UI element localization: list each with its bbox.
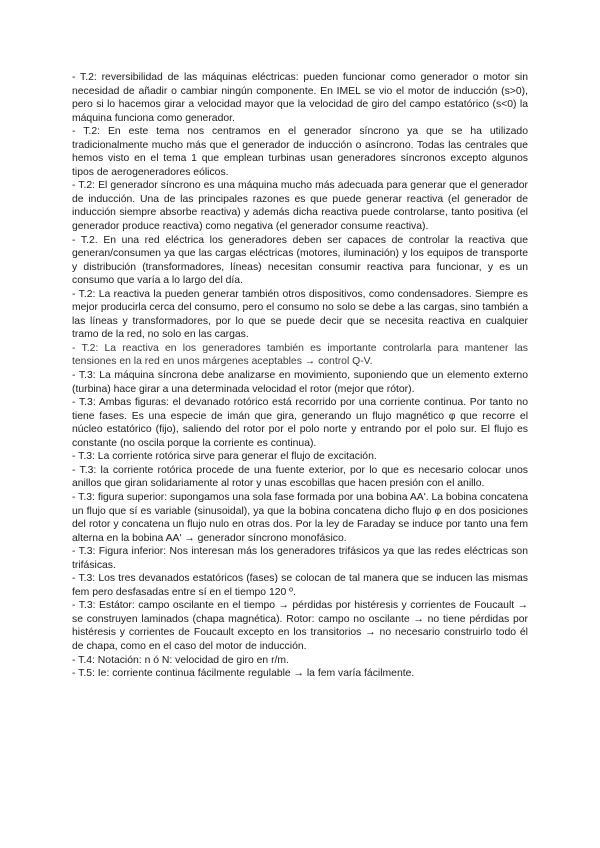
note-paragraph-t3-single-phase: - T.3: figura superior: supongamos una sola fase formada por una bobina AA'. La bobina concatena un flujo que sí es variable (sinusoidal), ya que la bobina concatena dicho flujo φ en dos posiciones del rotor y concatena un flujo nulo en otras dos. Por la ley de Faraday se induce por tanto una fem alterna en la bobina AA' → generador síncrono monofásico. [72,491,528,544]
note-paragraph-t2-other-devices: - T.2: La reactiva la pueden generar también otros dispositivos, como condensadores. Siempre es mejor producirla cerca del consumo, pero el consumo no solo se debe a las cargas, sino también a las líneas y transformadores, por lo que se puede decir que se necesita reactiva en cualquier tramo de la red, no solo en las cargas. [72,288,528,341]
note-paragraph-t3-excitation: - T.3: La corriente rotórica sirve para generar el flujo de excitación. [72,451,377,463]
note-paragraph-t3-lamination: - T.3: Estátor: campo oscilante en el tiempo → pérdidas por histéresis y corrientes de Foucault → se construyen laminados (chapa magnética). Rotor: campo no oscilante → no tiene pérdidas por histéresis y corrientes de Foucault excepto en los transitorios → no necesario construirlo todo él de chapa, como en el caso del motor de inducción. [72,600,528,652]
note-paragraph-t3-rotor-winding: - T.3: Ambas figuras: el devanado rotórico está recorrido por una corriente continua. Por tanto no tiene fases. Es una especie de imán que gira, generando un flujo magnético φ que recorre el núcleo estatórico (fijo), saliendo del rotor por el polo norte y entrando por el polo sur. El flujo es constante (no oscila porque la corriente es continua). [72,397,528,449]
note-paragraph-t3-motion: - T.3: La máquina síncrona debe analizarse en movimiento, suponiendo que un elemento externo (turbina) hace girar a una determinada velocidad el rotor (mejor que rótor). [72,370,528,395]
note-paragraph-t3-phase-shift: - T.3: Los tres devanados estatóricos (fases) se colocan de tal manera que se inducen las mismas fem pero desfasadas entre sí en el tiempo 120 º. [72,573,528,598]
note-paragraph-t5-excitation-current: - T.5: Ie: corriente continua fácilmente regulable → la fem varía fácilmente. [72,668,415,680]
note-paragraph-t2-reversibility: - T.2: reversibilidad de las máquinas eléctricas: pueden funcionar como generador o motor sin necesidad de añadir o cambiar ningún componente. En IMEL se vio el motor de inducción (s>0), pero si lo hacemos girar a velocidad mayor que la velocidad de giro del campo estatórico (s<0) la máquina funciona como generador. [72,72,528,124]
note-paragraph-t4-notation: - T.4: Notación: n ó N: velocidad de giro en r/m. [72,654,289,666]
note-paragraph-t2-reactive-advantage: - T.2: El generador síncrono es una máquina mucho más adecuada para generar que el generador de inducción. Una de las principales razones es que puede generar reactiva (el generador de inducción siempre absorbe reactiva) y además dicha reactiva puede controlarse, tanto positiva (el generador produce reactiva) como negativa (el generador consume reactiva). [72,180,528,233]
document-page [72,71,528,681]
note-paragraph-t2-voltage-control: - T.2: La reactiva en los generadores también es importante controlarla para mantener las tensiones en la red en unos márgenes aceptables → control Q-V. [72,342,528,368]
note-paragraph-t2-synchronous-focus: - T.2: En este tema nos centramos en el generador síncrono ya que se ha utilizado tradicionalmente mucho más que el generador de inducción o asíncrono. Todas las centrales que hemos visto en el tema 1 que emplean turbinas usan generadores síncronos excepto algunos tipos de aerogeneradores eólicos. [72,126,528,178]
note-paragraph-t3-three-phase: - T.3: Figura inferior: Nos interesan más los generadores trifásicos ya que las redes eléctricas son trifásicas. [72,546,528,571]
note-paragraph-t2-grid-reactive: - T.2. En una red eléctrica los generadores deben ser capaces de controlar la reactiva que generan/consumen ya que las cargas eléctricas (motores, iluminación) y los equipos de transporte y distribución (transformadores, líneas) necesitan consumir reactiva para funcionar, y es un consumo que varía a lo largo del día. [72,234,528,287]
note-paragraph-t3-slip-rings: - T.3: la corriente rotórica procede de una fuente exterior, por lo que es necesario colocar unos anillos que giran solidariamente al rotor y unas escobillas que hacen presión con el anillo. [72,464,528,490]
